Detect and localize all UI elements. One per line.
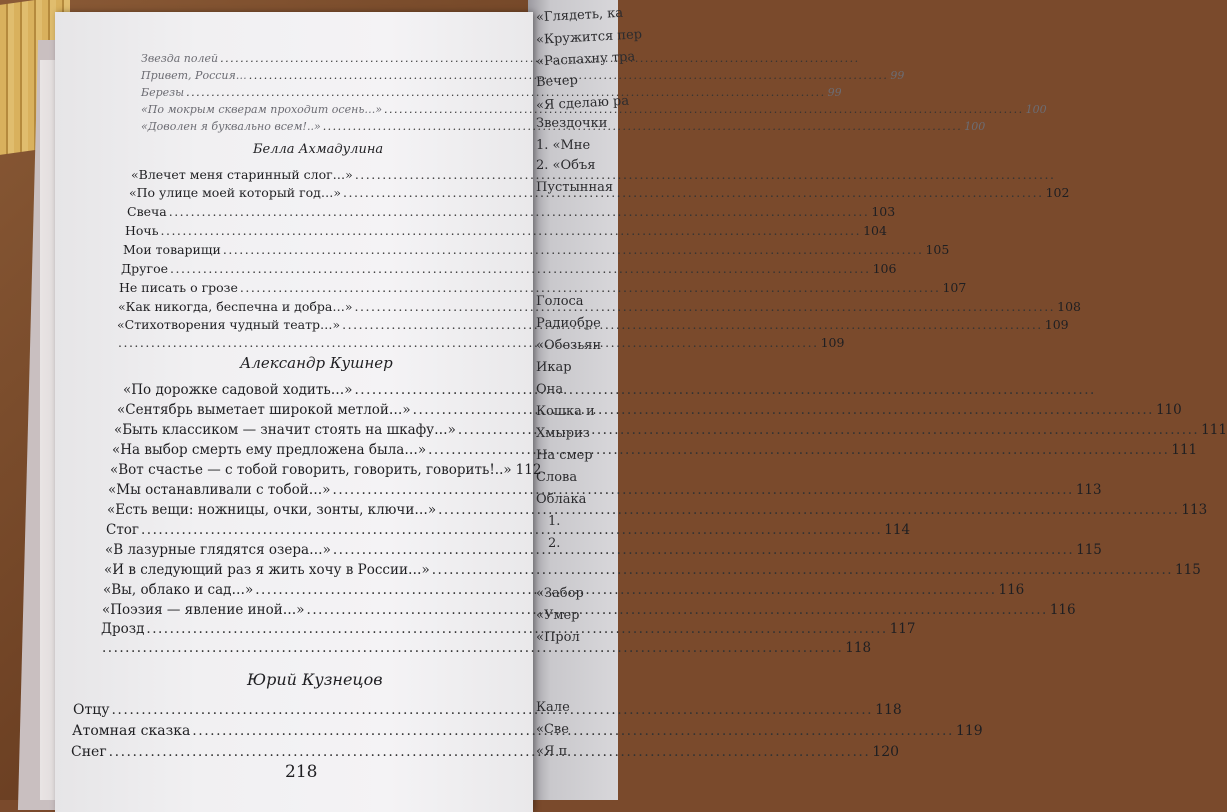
right-page-line: Кошка и xyxy=(536,404,595,419)
toc-entry xyxy=(123,242,950,257)
toc-entry-title: Мои товарищи xyxy=(123,242,221,257)
right-page-line: 1. «Мне xyxy=(536,138,591,153)
page-number: 218 xyxy=(285,762,318,782)
toc-entry-page: 103 xyxy=(871,204,896,219)
toc-entry-page: 113 xyxy=(1181,502,1208,518)
toc-entry-title: «Доволен я буквально всем!..» xyxy=(141,120,321,133)
right-page-line: Кале xyxy=(536,700,570,715)
toc-entry-page: 100 xyxy=(1025,103,1047,116)
toc-entry-page: 107 xyxy=(942,280,967,295)
toc-entry xyxy=(107,502,1208,518)
toc-entry-title: «Влечет меня старинный слог…» xyxy=(131,167,353,182)
toc-entry-title: «Быть классиком — значит стоять на шкафу…» xyxy=(114,422,456,438)
author-heading: Юрий Кузнецов xyxy=(247,670,383,689)
right-page-line: Облака xyxy=(536,492,587,507)
right-page-line: Голоса xyxy=(536,294,584,309)
toc-entry-page: 120 xyxy=(872,744,900,760)
toc-entry-page: 118 xyxy=(875,702,902,718)
right-page-line: «Умер xyxy=(536,608,580,623)
right-page-line: Слова xyxy=(536,470,578,485)
toc-entry-page: 108 xyxy=(1057,299,1081,314)
toc-entry xyxy=(121,261,897,276)
toc-entry-title: Снег xyxy=(71,744,107,760)
toc-entry-title: Отцу xyxy=(73,702,110,718)
toc-entry xyxy=(125,223,887,238)
toc-entry-page: 99 xyxy=(890,69,905,82)
toc-entry-title: «По улице моей который год…» xyxy=(129,185,341,200)
toc-entry-title: Звезда полей xyxy=(141,52,219,65)
toc-entry xyxy=(110,462,542,478)
right-page-line: 2. xyxy=(548,536,561,551)
toc-entry xyxy=(108,482,1102,498)
toc-entry xyxy=(101,621,916,637)
toc-entry-title: «Есть вещи: ножницы, очки, зонты, ключи…» xyxy=(107,502,437,518)
toc-entry xyxy=(141,52,505,65)
right-page-line: Хмыриз xyxy=(536,426,590,441)
toc-entry-page: 116 xyxy=(1049,602,1076,618)
toc-entry-page: 119 xyxy=(955,723,983,739)
right-page-line: «Я п xyxy=(536,744,568,759)
right-page-line: 2. «Объя xyxy=(536,158,596,173)
toc-entry-title: Свеча xyxy=(127,204,167,219)
toc-entry xyxy=(123,382,525,398)
right-page-line: «Прол xyxy=(536,630,580,645)
right-page-line: «Кружится пер xyxy=(535,27,643,48)
author-heading: Белла Ахмадулина xyxy=(253,142,384,157)
toc-entry-title: «Поэзия — явление иной…» xyxy=(102,602,305,618)
toc-entry-title: «Мы останавливали с тобой…» xyxy=(108,482,331,498)
toc-entry-title: «На выбор смерть ему предложена была…» xyxy=(112,442,427,458)
toc-entry-title: «Сентябрь выметает широкой метлой…» xyxy=(117,402,411,418)
toc-entry xyxy=(106,522,911,538)
toc-entry xyxy=(127,204,896,219)
right-page-line: 1. xyxy=(548,514,561,529)
right-page-line: «Глядеть, ка xyxy=(535,5,624,26)
toc-entry-page: 112 xyxy=(515,462,542,478)
right-page-line: Пустынная xyxy=(536,180,614,195)
toc-entry-page: 102 xyxy=(1045,185,1070,200)
toc-entry-title: «Стихотворения чудный театр…» xyxy=(117,317,341,332)
toc-entry-page: 118 xyxy=(845,640,872,656)
toc-entry-title: Другое xyxy=(121,261,168,276)
right-page-line: Радиобре xyxy=(536,316,601,331)
toc-entry-title: «Вот счастье — с тобой говорить, говорить, говорить!..» xyxy=(110,462,512,478)
toc-entry-page: 105 xyxy=(925,242,950,257)
toc-entry xyxy=(141,86,842,99)
toc-entry-title: «В лазурные глядятся озера…» xyxy=(105,542,331,558)
toc-entry-page: 117 xyxy=(889,621,916,637)
toc-entry-title: Атомная сказка xyxy=(72,723,191,739)
toc-entry-page: 116 xyxy=(998,582,1025,598)
right-page-line: На смер xyxy=(536,448,593,463)
toc-entry-page: 106 xyxy=(872,261,897,276)
toc-entry-title: Ночь xyxy=(125,223,159,238)
toc-entry-page: 100 xyxy=(964,120,986,133)
toc-entry-title: Стог xyxy=(106,522,139,538)
toc-entry-page: 113 xyxy=(1075,482,1102,498)
toc-entry-page: 99 xyxy=(827,86,842,99)
toc-entry-page: 115 xyxy=(1076,542,1102,558)
right-page-line: «Све xyxy=(536,722,569,737)
toc-entry-title: «Как никогда, беспечна и добра…» xyxy=(118,299,353,314)
toc-entry-page: 109 xyxy=(820,335,845,350)
toc-entry-page: 111 xyxy=(1171,442,1198,458)
right-page-line: «Я сделаю ра xyxy=(535,93,630,114)
toc-entry-title: Березы xyxy=(141,86,185,99)
author-heading: Александр Кушнер xyxy=(240,354,393,372)
right-page-line: «Обезьян xyxy=(536,338,602,353)
toc-entry-title: «Вы, облако и сад…» xyxy=(103,582,254,598)
toc-entry-page: 115 xyxy=(1175,562,1201,578)
right-page-line: «Забор xyxy=(536,586,584,601)
toc-entry-page: 111 xyxy=(1201,422,1227,438)
right-page-line: Вечер xyxy=(535,72,579,91)
toc-entry-page: 109 xyxy=(1044,317,1069,332)
toc-entry-title: «По дорожке садовой ходить…» xyxy=(123,382,353,398)
toc-entry-title: Не писать о грозе xyxy=(119,280,238,295)
toc-entry-title: Привет, Россия… xyxy=(141,69,247,82)
toc-entry xyxy=(105,542,1102,558)
toc-entry xyxy=(131,167,513,182)
toc-entry-page: 114 xyxy=(884,522,911,538)
toc-entry-title: Дрозд xyxy=(101,621,145,637)
toc-entry xyxy=(104,562,1201,578)
right-page-line: «Распахну тра xyxy=(535,49,636,70)
toc-entry-title: «По мокрым скверам проходит осень…» xyxy=(141,103,383,116)
toc-entry xyxy=(119,280,967,295)
toc-entry-page: 110 xyxy=(1155,402,1182,418)
toc-entry xyxy=(100,640,872,656)
right-page-line: Звездочки xyxy=(536,116,608,131)
toc-entry-title: «И в следующий раз я жить хочу в России…» xyxy=(104,562,430,578)
right-page-line: Она xyxy=(536,382,564,397)
toc-entry-page: 104 xyxy=(863,223,887,238)
right-page-line: Икар xyxy=(536,360,572,375)
